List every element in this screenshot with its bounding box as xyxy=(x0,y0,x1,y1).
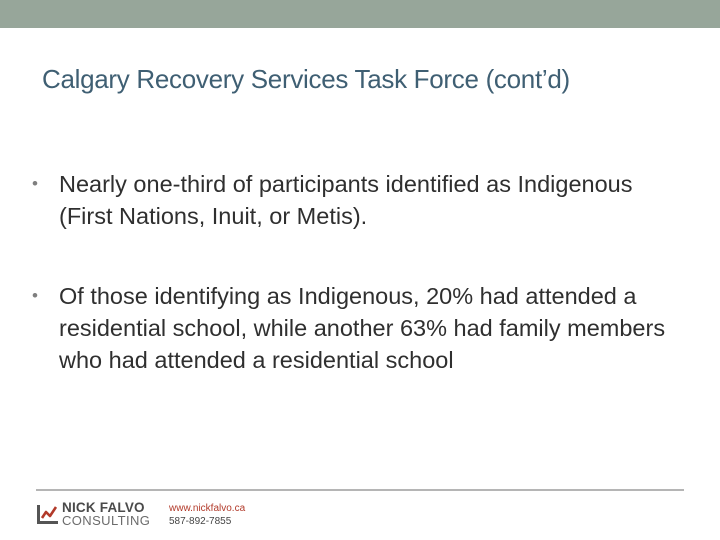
bullet-marker: • xyxy=(32,286,38,305)
slide-title: Calgary Recovery Services Task Force (cont’d) xyxy=(42,64,570,94)
nick-falvo-logo xyxy=(36,500,154,528)
logo-subtitle: CONSULTING xyxy=(62,513,151,528)
logo-name: NICK FALVO xyxy=(62,500,145,515)
phone-number: 587-892-7855 xyxy=(169,516,232,527)
bar-chart-logo-icon xyxy=(36,502,60,526)
website-link[interactable]: www.nickfalvo.ca xyxy=(169,503,246,514)
top-decorative-band xyxy=(0,0,720,28)
bullet-text: Of those identifying as Indigenous, 20% had attended a residential school, while another 63% had family members who had attended a residential school xyxy=(59,283,666,373)
contact-info xyxy=(169,502,245,528)
bullet-item xyxy=(30,280,680,376)
bullet-marker: • xyxy=(32,174,38,193)
bullet-item xyxy=(30,168,680,232)
footer-divider xyxy=(36,489,684,491)
bullet-text: Nearly one-third of participants identified as Indigenous (First Nations, Inuit, or Metis). xyxy=(59,171,633,229)
bullet-list xyxy=(30,168,680,376)
